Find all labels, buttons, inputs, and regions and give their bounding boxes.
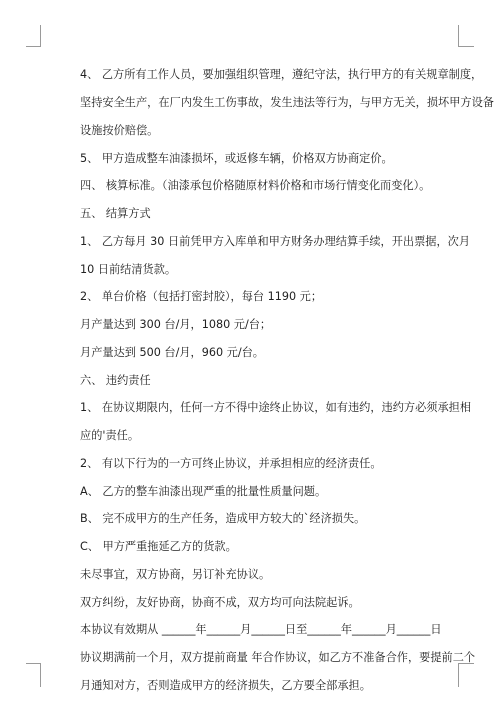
settlement-2: 2、 单台价格（包括打密封胶），每台 1190 元；: [80, 290, 323, 303]
clause-4-line-3: 设施按价赔偿。: [80, 124, 159, 137]
dispute-note: 双方纠纷，友好协商，协商不成，双方均可向法院起诉。: [80, 596, 360, 609]
validity-period: 本协议有效期从 ______年______月______日至______年______月______日: [80, 623, 442, 636]
liability-2: 2、 有以下行为的一方可终止协议，并承担相应的经济责任。: [80, 457, 382, 470]
supplementary-note: 未尽事宜，双方协商，另订补充协议。: [80, 568, 271, 581]
section-5-heading: 五、 结算方式: [80, 207, 151, 220]
liability-1-line-2: 应的'责任。: [80, 429, 140, 442]
renewal-line-1: 协议期满前一个月，双方提前商量 年合作协议，如乙方不准备合作，要提前二个: [80, 651, 476, 664]
clause-5: 5、 甲方造成整车油漆损坏，或返修车辆，价格双方协商定价。: [80, 152, 393, 165]
section-4-heading: 四、 核算标准。（油漆承包价格随原材料价格和市场行情变化而变化）。: [80, 179, 431, 192]
liability-item-a: A、 乙方的整车油漆出现严重的批量性质量问题。: [80, 485, 327, 498]
liability-item-c: C、 甲方严重拖延乙方的货款。: [80, 540, 237, 553]
renewal-line-2: 月通知对方，否则造成甲方的经济损失，乙方要全部承担。: [80, 679, 371, 692]
clause-4-line-2: 坚持安全生产，在厂内发生工伤事故，发生违法等行为，与甲方无关，损坏甲方设备: [80, 96, 494, 109]
liability-1-line-1: 1、 在协议期限内，任何一方不得中途终止协议，如有违约，违约方必须承担相: [80, 401, 472, 414]
price-tier-300: 月产量达到 300 台/月，1080 元/台；: [80, 318, 272, 331]
clause-4-line-1: 4、 乙方所有工作人员，要加强组织管理，遵纪守法，执行甲方的有关规章制度，: [80, 68, 483, 81]
price-tier-500: 月产量达到 500 台/月，960 元/台。: [80, 346, 264, 359]
settlement-1-line-1: 1、 乙方每月 30 日前凭甲方入库单和甲方财务办理结算手续，开出票据，次月: [80, 235, 471, 248]
liability-item-b: B、 完不成甲方的生产任务，造成甲方较大的`经济损失。: [80, 512, 366, 525]
section-6-heading: 六、 违约责任: [80, 374, 151, 387]
settlement-1-line-2: 10 日前结清货款。: [80, 263, 177, 276]
